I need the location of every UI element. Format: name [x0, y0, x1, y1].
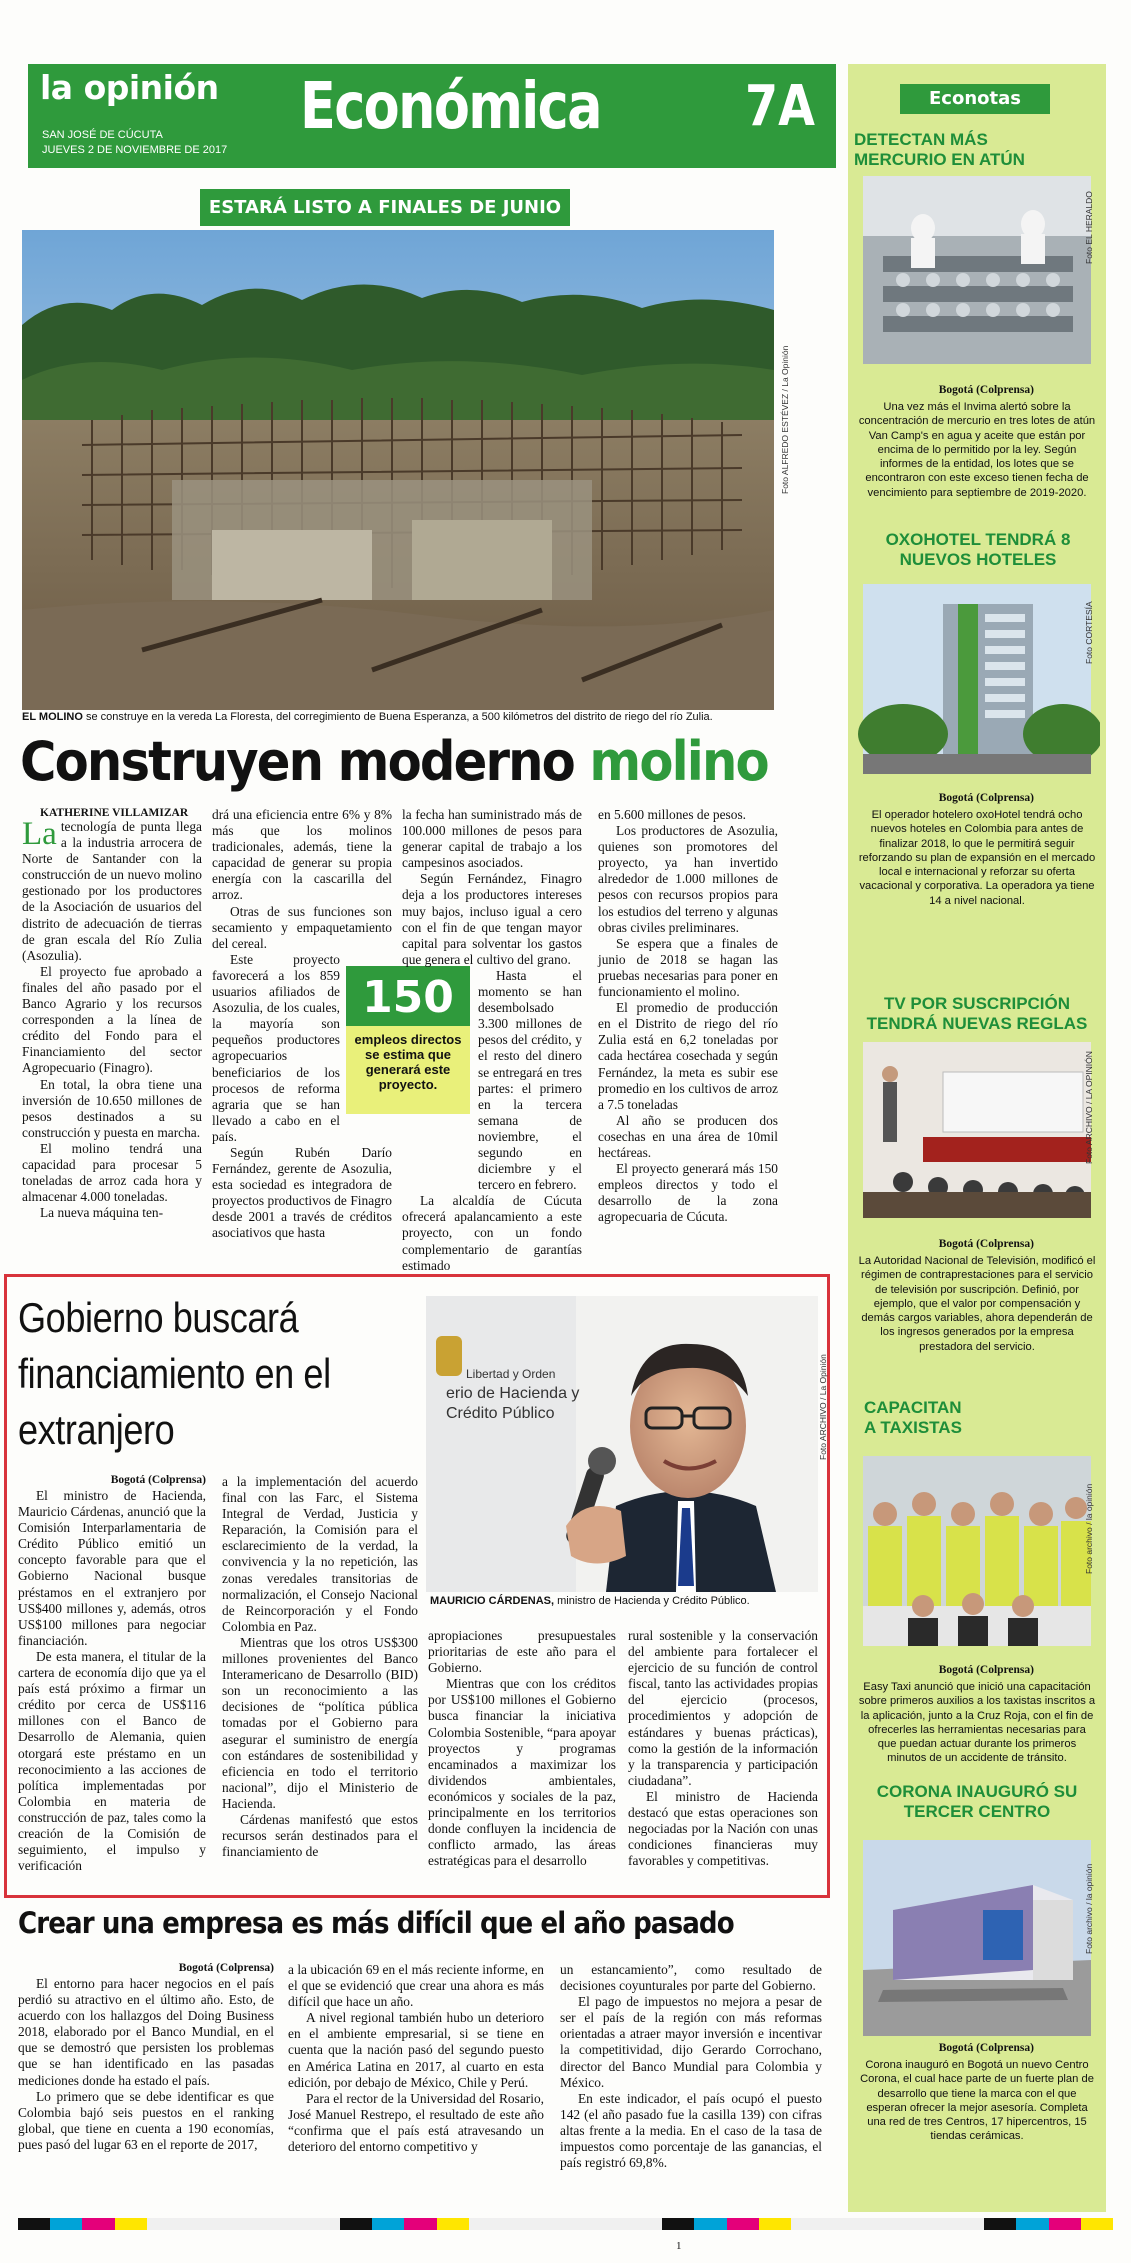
econota-headline: TV POR SUSCRIPCIÓN TENDRÁ NUEVAS REGLAS	[866, 994, 1088, 1033]
svg-text:erio de Hacienda y: erio de Hacienda y	[446, 1385, 580, 1402]
top-story-paragraph: tecnología de punta llega a la industria arrocera de Norte de Santander con la construcción de un nuevo molino gestionado por los productores de la Asociación de usuarios del distrito de adecuación de tierras de gran escala del Río Zulia (Asozulia).	[22, 819, 202, 963]
corona-store-photo	[854, 1840, 1100, 2036]
econota-text: Una vez más el Invima alertó sobre la concentración de mercurio en tres lotes de atún Van Camp's en agua y aceite que están por encima de lo permitido por la ley. Según informes de la entidad, los lotes que se encontraron con este exceso tienen fecha de vencimiento para septiembre de 2019-2020.	[858, 401, 1096, 499]
feature-paragraph: rural sostenible y la conservación del ambiente para fortalecer el ejercicio de su función de control fiscal, tanto las actividades propias del ejercicio (procesos, procedimientos y adopción de estándares y buenas prácticas), como la gestión de la información y la transparencia y participación ciudadana”.	[628, 1628, 818, 1788]
econota-text: Corona inauguró en Bogotá un nuevo Centro Corona, el cual hace parte de un fuerte plan de desarrollo que tiene la marca con el que esperan ofrecer la mejor asesoría. Completa una red de tres Centros, 17 hipercentros, 15 tiendas cerámicas.	[860, 2059, 1094, 2143]
masthead-city: SAN JOSÉ DE CÚCUTA	[42, 129, 163, 141]
minister-photo	[426, 1296, 818, 1592]
econota-dateline: Bogotá (Colprensa)	[938, 2042, 1034, 2054]
section-title: Económica	[300, 70, 601, 144]
econota-headline: DETECTAN MÁS MERCURIO EN ATÚN	[854, 130, 1025, 169]
feature-col3	[428, 1628, 616, 1869]
mill-photo-credit: Foto ALFREDO ESTÉVEZ / La Opinión	[780, 345, 790, 494]
mill-photo-caption	[22, 711, 774, 723]
feature-paragraph: a la implementación del acuerdo final con las Farc, el Sistema Integral de Verdad, Justicia y Reparación, la Comisión para el esclarecimiento de la verdad, la convivencia y la no repetición, las zonas veredales transitorias de normalización, el Consejo Nacional de Reincorporación y el Fondo Colombia en Paz.	[222, 1474, 418, 1634]
feature-paragraph: De esta manera, el titular de la cartera de economía dijo que ya el país está próximo a firmar un crédito por cerca de US$116 millones con el Banco de Desarrollo de Alemania, quien otorgará este préstamo en un reconocimiento a las acciones de política implementadas por Colombia en materia de construcción de paz, tales como la creación de la Comisión de seguimiento, el impulso y verificación	[18, 1648, 206, 1874]
econota-dateline: Bogotá (Colprensa)	[938, 1238, 1034, 1250]
dropcap: La	[22, 816, 57, 852]
bottom-paragraph: Lo primero que se debe identificar es que Colombia bajó seis puestos en el ranking global, que tiene en cuenta a 190 economías, pues pasó del lugar 63 en el reporte de 2017,	[18, 2088, 274, 2152]
dateline: Bogotá (Colprensa)	[178, 1962, 274, 1974]
minister-photo-caption	[430, 1595, 820, 1607]
story-kicker: ESTARÁ LISTO A FINALES DE JUNIO	[200, 189, 570, 226]
top-story-paragraph: El promedio de producción en el Distrito de riego del río Zulia está en 6,2 toneladas por cada hectárea cosechada y según Fernández, la meta es subir ese promedio en los cultivos de arroz a 7.5 toneladas	[598, 1000, 778, 1112]
top-story-col3	[402, 807, 582, 1274]
color-registration-strip	[18, 2218, 1113, 2230]
top-headline-accent: molino	[589, 730, 768, 793]
oxohotel-photo	[854, 584, 1100, 774]
bottom-paragraph: a la ubicación 69 en el más reciente informe, en el que se evidenció que crear una ahora es más difícil que hace un año.	[288, 1962, 544, 2010]
mill-caption-text: se construye en la vereda La Floresta, del corregimiento de Buena Esperanza, a 500 kilómetros del distrito de riego del río Zulia.	[85, 711, 713, 723]
bottom-col3	[560, 1962, 822, 2171]
bottom-paragraph: un estancamiento”, como resultado de decisiones coyunturales por parte del Gobierno.	[560, 1962, 822, 1994]
top-story-paragraph: Según Fernández, Finagro deja a los productores intereses muy bajos, incluso igual a cero con el fin de que tengan mayor capital para solventar los gastos que genera el cultivo del grano.	[402, 871, 582, 967]
top-story-paragraph: El proyecto fue aprobado a finales del año pasado por el Banco Agrario y los recursos corresponden a la línea de crédito del Fondo para el Financiamiento del sector Agropecuario (Finagro).	[22, 963, 202, 1076]
top-story-paragraph: Según Rubén Darío Fernández, gerente de Asozulia, esta sociedad es integradora de proyectos productivos de Finagro desde 2001 a través de créditos asociativos que hasta	[212, 1144, 392, 1241]
tuna-factory-photo	[854, 176, 1100, 364]
masthead-logo: la opinión	[40, 68, 219, 107]
taxistas-photo	[854, 1456, 1100, 1646]
bottom-col1	[18, 1962, 274, 2153]
econota-headline: CORONA INAUGURÓ SU TERCER CENTRO	[876, 1782, 1078, 1821]
callout-text: empleos directos se estima que generará este proyecto.	[354, 1032, 462, 1092]
feature-col1	[18, 1474, 206, 1874]
feature-paragraph: Cárdenas manifestó que estos recursos serán destinados para el financiamiento de	[222, 1811, 418, 1860]
econota-dateline: Bogotá (Colprensa)	[938, 384, 1034, 396]
top-story-paragraph: Hasta el momento se han desembolsado 3.300 millones de pesos del crédito, y el resto del dinero se entregará en tres partes: el primero en la tercera semana de noviembre, el segundo en diciembre y el tercero en febrero.	[478, 967, 582, 1193]
econota-text: La Autoridad Nacional de Televisión, modificó el régimen de contraprestaciones para el servicio de televisión por suscripción. Definió, por ejemplo, que el valor por compensación y demás cargos variables, ahora dependerán de los ingresos generados por la empresa prestadora del servicio.	[858, 1255, 1096, 1353]
bottom-col2	[288, 1962, 544, 2155]
feature-col2	[222, 1474, 418, 1860]
top-story-paragraph: drá una eficiencia entre 6% y 8% más que los molinos tradicionales, además, tiene la capacidad de generar su propia energía con la cascarilla del arroz.	[212, 807, 392, 903]
svg-text:Libertad y Orden: Libertad y Orden	[466, 1367, 556, 1381]
minister-caption-lead: MAURICIO CÁRDENAS,	[430, 1595, 555, 1607]
top-story-col1	[22, 807, 202, 1221]
bottom-headline: Crear una empresa es más difícil que el año pasado	[18, 1906, 734, 1940]
byline: KATHERINE VILLAMIZAR	[40, 807, 189, 819]
page-number: 7A	[745, 74, 815, 139]
top-story-paragraph: Otras de sus funciones son secamiento y empaquetamiento del cereal.	[212, 903, 392, 951]
feature-paragraph: Mientras que los otros US$300 millones provenientes del Banco Interamericano de Desarrollo (BID) son un reconocimiento a las decisiones de “política pública tomadas por el Gobierno para asegurar el suministro de energía con estándares de sostenibilidad y eficiencia en todo el territorio nacional”, dijo el Ministerio de Hacienda.	[222, 1634, 418, 1811]
feature-paragraph: El ministro de Hacienda destacó que estas operaciones son negociadas por la Nación con unas condiciones financieras muy favorables y competitivas.	[628, 1788, 818, 1869]
svg-text:Crédito Público: Crédito Público	[446, 1405, 555, 1422]
top-story-paragraph: la fecha han suministrado más de 100.000 millones de pesos para generar capital de trabajo a los campesinos asociados.	[402, 807, 582, 871]
econota-text: Easy Taxi anunció que inició una capacitación sobre primeros auxilios a los taxistas inscritos a la aplicación, junto a la Cruz Roja, con el fin de ofrecerles las herramientas necesarias para que puedan actuar durante los primeros minutos de un accidente de tránsito.	[858, 1681, 1096, 1765]
feature-paragraph: Mientras que con los créditos por US$100 millones el Gobierno busca financiar la iniciativa Colombia Sostenible, “para apoyar proyectos y programas encaminados a maximizar los dividendos ambientales, económicos y sociales de la paz, principalmente en los territorios donde confluyen la incidencia de conflicto armado, las áreas estratégicas para el desarrollo	[428, 1676, 616, 1869]
econota-dateline: Bogotá (Colprensa)	[938, 792, 1034, 804]
top-story-paragraph: En total, la obra tiene una inversión de 10.650 millones de pesos destinados a su construcción y puesta en marcha.	[22, 1076, 202, 1140]
minister-photo-credit: Foto ARCHIVO / La Opinión	[818, 1354, 828, 1460]
bottom-paragraph: A nivel regional también hubo un deterioro en el ambiente empresarial, si se tiene en cuenta que la nación pasó del segundo puesto en América Latina en 2017, al cuarto en esta edición, por debajo de México, Chile y Perú.	[288, 2010, 544, 2090]
econota-dateline: Bogotá (Colprensa)	[938, 1664, 1034, 1676]
top-story-paragraph: Al año se producen dos cosechas en una área de 10mil hectáreas.	[598, 1112, 778, 1160]
masthead-date: JUEVES 2 DE NOVIEMBRE DE 2017	[42, 144, 228, 156]
bottom-paragraph: El pago de impuestos no mejora a pesar de ser el país de la región con más reformas orientadas a atraer mayor inversión e incentivar la competitividad, dijo Gerardo Corrochano, director del Banco Mundial para Colombia y México.	[560, 1994, 822, 2090]
bottom-paragraph: En este indicador, el país ocupó el puesto 142 (el año pasado fue la casilla 139) con cifras altas frente a la media. En el caso de la tasa de impuestos como porcentaje de las ganancias, el país registró 69,8%.	[560, 2090, 822, 2171]
econotas-title: Econotas	[900, 84, 1050, 114]
top-story-paragraph: El molino tendrá una capacidad para procesar 5 toneladas de arroz cada hora y almacenar 4.000 toneladas.	[22, 1140, 202, 1205]
feature-headline: Gobierno buscará financiamiento en el extranjero	[18, 1294, 331, 1453]
mill-photo	[22, 230, 774, 710]
tv-photo-credit: Foto ARCHIVO / LA OPINIÓN	[1084, 1051, 1094, 1164]
feature-col4	[628, 1628, 818, 1869]
oxohotel-photo-credit: Foto CORTESÍA	[1084, 601, 1094, 664]
top-headline-main: Construyen moderno	[20, 730, 574, 793]
top-story-paragraph: Los productores de Asozulia, quienes son promotores del proyecto, ya han invertido alrededor de 1.000 millones de pesos con recursos propios para los estudios del terreno y algunas obras civiles preliminares.	[598, 823, 778, 935]
top-story-paragraph: en 5.600 millones de pesos.	[598, 807, 747, 822]
econota-text: El operador hotelero oxoHotel tendrá ocho nuevos hoteles en Colombia para antes de finalizar 2018, lo que le permitirá seguir reforzando su plan de expansión en el mercado local e internacional y reforzar su oferta vacacional y corporativa. La operadora ya tiene 14 a nivel nacional.	[858, 809, 1096, 907]
top-story-paragraph: La alcaldía de Cúcuta ofrecerá apalancamiento a este proyecto, con un fondo complementario de garantías estimado	[402, 1193, 582, 1273]
corona-photo-credit: Foto archivo / la opinión	[1084, 1863, 1094, 1954]
top-story-paragraph: La nueva máquina ten-	[40, 1205, 164, 1221]
taxistas-photo-credit: Foto archivo / la opinión	[1084, 1483, 1094, 1574]
callout-number: 150	[346, 970, 470, 1026]
feature-paragraph: El ministro de Hacienda, Mauricio Cárdenas, anunció que la Comisión Interparlamentaria de Crédito Público emitió un concepto favorable para que el Gobierno Nacional busque préstamos en el extranjero por US$400 millones y, además, otros US$100 millones para negociar financiación.	[18, 1488, 206, 1648]
top-story-paragraph: Este proyecto favorecerá a los 859 usuarios afiliados de Asozulia, de los cuales, la mayoría son pequeños productores agropecuarios beneficiarios de los procesos de reforma agraria que se han llevado a cabo en el país.	[212, 951, 340, 1144]
mill-caption-lead: EL MOLINO	[22, 711, 83, 723]
bottom-paragraph: Para el rector de la Universidad del Rosario, José Manuel Restrepo, el resultado de este año “confirma que el país está atravesando un deterioro del entorno competitivo y	[288, 2090, 544, 2155]
bottom-paragraph: El entorno para hacer negocios en el país perdió su atractivo en el último año. Esto, de acuerdo con los hallazgos del Doing Business 2018, elaborado por el Banco Mundial, en el que se demostró que persisten los problemas que se han identificado en las pasadas mediciones donde ha estado el país.	[18, 1976, 274, 2088]
dateline: Bogotá (Colprensa)	[110, 1474, 206, 1486]
top-headline	[20, 730, 768, 793]
econota-headline: OXOHOTEL TENDRÁ 8 NUEVOS HOTELES	[885, 530, 1071, 569]
top-story-col4	[598, 807, 778, 1225]
page-folio: 1	[676, 2240, 682, 2252]
tuna-photo-credit: Foto EL HERALDO	[1084, 191, 1094, 264]
econota-headline: CAPACITAN A TAXISTAS	[864, 1398, 962, 1437]
feature-paragraph: apropiaciones presupuestales prioritarias de este año para el Gobierno.	[428, 1628, 616, 1676]
econotas-sidebar	[848, 64, 1106, 2212]
top-story-paragraph: El proyecto generará más 150 empleos directos y todo el desarrollo de la zona agropecuaria de Cúcuta.	[598, 1161, 778, 1225]
tv-conference-photo	[854, 1042, 1100, 1218]
top-story-paragraph: Se espera que a finales de junio de 2018 se hagan las pruebas necesarias para poner en funcionamiento el molino.	[598, 935, 778, 1000]
minister-caption-text: ministro de Hacienda y Crédito Público.	[557, 1595, 750, 1607]
